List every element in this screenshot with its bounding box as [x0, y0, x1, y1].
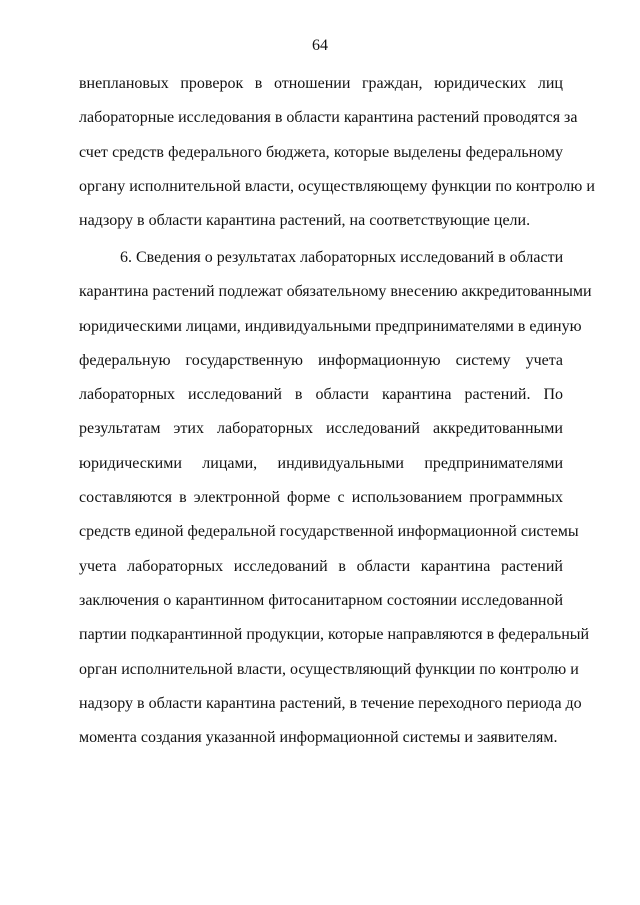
text-line: составляются в электронной форме с использованием программных [79, 489, 563, 507]
text-line: 6. Сведения о результатах лабораторных исследований в области [120, 249, 564, 266]
text-line: органу исполнительной власти, осуществляющему функции по контролю и [79, 177, 595, 195]
page-number: 64 [312, 37, 328, 54]
text-line: карантина растений подлежат обязательному внесению аккредитованными [79, 283, 592, 301]
paragraph-6 [79, 248, 592, 762]
text-line: учета лабораторных исследований в области карантина растений [79, 557, 563, 575]
text-line: партии подкарантинной продукции, которые направляются в федеральный [79, 626, 590, 644]
text-line: счет средств федерального бюджета, которые выделены федеральному [79, 143, 563, 161]
text-line: лабораторные исследования в области карантина растений проводятся за [79, 109, 578, 127]
text-line: орган исполнительной власти, осуществляющий функции по контролю и [79, 660, 579, 678]
text-line: средств единой федеральной государственной информационной системы [79, 523, 579, 541]
text-line: момента создания указанной информационной системы и заявителям. [79, 729, 558, 747]
text-line: надзору в области карантина растений, в течение переходного периода до [79, 694, 582, 712]
text-line: надзору в области карантина растений, на соответствующие цели. [79, 212, 531, 230]
paragraph-continuation [79, 74, 595, 245]
text-line: внеплановых проверок в отношении граждан, юридических лиц [79, 75, 563, 92]
text-line: федеральную государственную информационную систему учета [79, 351, 563, 369]
text-line: юридическими лицами, индивидуальными предпринимателями [79, 454, 563, 472]
text-line: юридическими лицами, индивидуальными предпринимателями в единую [79, 317, 582, 335]
text-line: заключения о карантинном фитосанитарном состоянии исследованной [79, 591, 563, 609]
text-line: результатам этих лабораторных исследований аккредитованными [79, 420, 563, 438]
text-line: лабораторных исследований в области карантина растений. По [79, 386, 563, 404]
